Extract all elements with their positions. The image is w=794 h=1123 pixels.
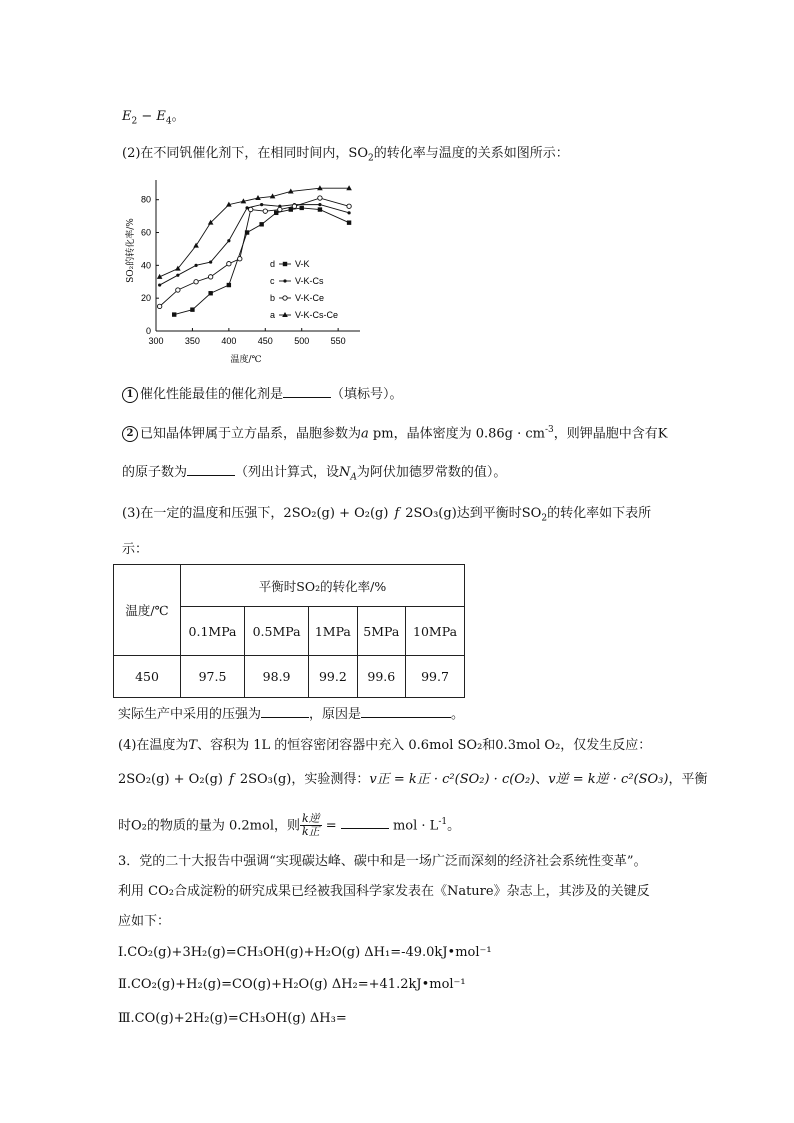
table-cell: 99.6 <box>357 656 405 698</box>
legend-marker <box>283 279 286 282</box>
x-tick-label: 350 <box>184 336 200 346</box>
data-point-c <box>347 211 350 214</box>
q2-sub1: 1 催化性能最佳的催化剂是 （填标号）。 <box>122 385 403 404</box>
pressure-header: 10MPa <box>406 607 465 656</box>
q3-line2: 示： <box>122 542 149 557</box>
q4-line1: (4)在温度为T、容积为 1L 的恒容密闭容器中充入 0.6mol SO₂和0.3mol O₂，仅发生反应： <box>118 738 652 753</box>
data-point-d <box>208 291 212 295</box>
x-axis-label: 温度/℃ <box>230 355 262 365</box>
data-point-d <box>318 207 322 211</box>
answer-blank[interactable] <box>341 816 389 829</box>
table-corner-header: 温度/℃ <box>114 565 181 656</box>
y-tick-label: 40 <box>140 260 151 271</box>
data-point-b <box>227 262 231 266</box>
q5-line2: 利用 CO₂合成淀粉的研究成果已经被我国科学家发表在《Nature》杂志上，其涉及的关键反 <box>118 884 650 899</box>
data-point-c <box>318 203 321 206</box>
answer-blank[interactable] <box>283 385 331 398</box>
x-tick-label: 500 <box>294 336 310 346</box>
data-point-a <box>346 185 352 190</box>
circled-number-2: 2 <box>122 426 138 442</box>
legend-key: c <box>270 276 275 286</box>
data-point-c <box>209 260 212 263</box>
series-line-a <box>160 188 349 277</box>
q3-line1: (3)在一定的温度和压强下，2SO₂(g) + O₂(g) f 2SO₃(g)达到平衡时$SO_2$的转化率如下表所 <box>122 506 652 524</box>
data-point-b <box>249 207 253 211</box>
pressure-header: 0.1MPa <box>181 607 245 656</box>
pressure-header: 1MPa <box>309 607 357 656</box>
data-point-d <box>259 222 263 226</box>
data-point-d <box>274 211 278 215</box>
x-tick-label: 450 <box>257 336 273 346</box>
y-tick-label: 80 <box>140 194 151 205</box>
conversion-table <box>113 564 465 698</box>
data-point-b <box>292 204 296 208</box>
y-axis-label: SO₂的转化率/% <box>126 218 136 283</box>
legend-key: a <box>270 310 276 320</box>
legend-label: V-K <box>295 259 310 269</box>
q4-line3: 时O₂的物质的量为 0.2mol，则 $\frac{\text{k逆}}{\text{k正}}$ = mol · $L^{-1}$。 <box>118 812 461 839</box>
reaction-3: Ⅲ.CO(g)+2H₂(g)=CH₃OH(g) ΔH₃= <box>118 1011 347 1026</box>
table-cell: 98.9 <box>245 656 309 698</box>
answer-blank[interactable] <box>261 705 309 718</box>
q4-line2: 2SO₂(g) + O₂(g) f 2SO₃(g)，实验测得：v正 = k正 · c²(SO₂) · c(O₂)、v逆 = k逆 · c²(SO₃)，平衡 <box>118 772 708 787</box>
q5-line3: 应如下： <box>118 914 171 929</box>
x-tick-label: 550 <box>330 336 346 346</box>
q2-sub2-line2: 的原子数为 （列出计算式，设$N_A$为阿伏加德罗常数的值）。 <box>122 465 507 483</box>
legend-label: V-K-Ce <box>295 293 325 303</box>
q3-after: 实际生产中采用的压强为 ，原因是 。 <box>118 707 465 722</box>
data-point-d <box>227 283 231 287</box>
data-point-a <box>193 243 199 248</box>
data-point-c <box>158 283 161 286</box>
data-point-b <box>263 209 267 213</box>
data-point-b <box>278 207 282 211</box>
data-point-b <box>157 304 161 308</box>
table-group-header: 平衡时SO₂的转化率/% <box>181 565 465 607</box>
series-line-b <box>160 198 349 306</box>
data-point-d <box>347 220 351 224</box>
rate-constant-fraction: $\frac{\text{k逆}}{\text{k正}}$ <box>302 812 320 839</box>
q2-intro: (2)在不同钒催化剂下，在相同时间内，$SO_2$的转化率与温度的关系如图所示： <box>122 146 569 164</box>
y-tick-label: 20 <box>140 293 151 304</box>
data-point-b <box>347 204 351 208</box>
table-row-temp: 450 <box>114 656 181 698</box>
legend-marker <box>283 296 287 300</box>
data-point-c <box>194 264 197 267</box>
q2-sub2: 2 已知晶体钾属于立方晶系，晶胞参数为a pm，晶体密度为 $0.86g \cdot cm^{-3}$，则钾晶胞中含有K <box>122 421 667 443</box>
conversion-chart <box>120 176 370 366</box>
legend-marker <box>283 262 287 266</box>
data-point-c <box>227 239 230 242</box>
data-point-b <box>208 275 212 279</box>
x-tick-label: 300 <box>148 336 164 346</box>
data-point-d <box>289 207 293 211</box>
legend-label: V-K-Cs <box>295 276 324 286</box>
legend-marker <box>282 312 288 317</box>
y-tick-label: 60 <box>140 227 151 238</box>
data-point-d <box>190 307 194 311</box>
table-cell: 97.5 <box>181 656 245 698</box>
legend-label: V-K-Cs-Ce <box>295 310 339 320</box>
data-point-b <box>176 288 180 292</box>
data-point-a <box>317 185 323 190</box>
pressure-header: 0.5MPa <box>245 607 309 656</box>
series-line-c <box>160 205 349 285</box>
legend-key: b <box>270 293 276 303</box>
data-point-c <box>260 203 263 206</box>
y-tick-label: 0 <box>145 326 151 336</box>
data-point-c <box>176 274 179 277</box>
table-cell: 99.2 <box>309 656 357 698</box>
prev-expression: $E_2 - E_4$。 <box>122 109 185 127</box>
q5-line1: 3．党的二十大报告中强调“实现碳达峰、碳中和是一场广泛而深刻的经济社会系统性变革”。 <box>118 854 647 869</box>
data-point-d <box>172 312 176 316</box>
data-point-b <box>318 196 322 200</box>
data-point-d <box>300 206 304 210</box>
x-tick-label: 400 <box>221 336 237 346</box>
chart-svg <box>120 176 370 366</box>
legend-key: d <box>270 259 276 269</box>
circled-number-1: 1 <box>122 387 138 403</box>
answer-blank[interactable] <box>187 463 235 476</box>
reaction-2: Ⅱ.CO₂(g)+H₂(g)=CO(g)+H₂O(g) ΔH₂=+41.2kJ•mol⁻¹ <box>118 977 466 992</box>
pressure-header: 5MPa <box>357 607 405 656</box>
data-point-b <box>238 257 242 261</box>
answer-blank[interactable] <box>361 705 451 718</box>
data-point-b <box>194 280 198 284</box>
reaction-1: I.CO₂(g)+3H₂(g)=CH₃OH(g)+H₂O(g) ΔH₁=-49.0kJ•mol⁻¹ <box>118 945 492 960</box>
table-cell: 99.7 <box>406 656 465 698</box>
